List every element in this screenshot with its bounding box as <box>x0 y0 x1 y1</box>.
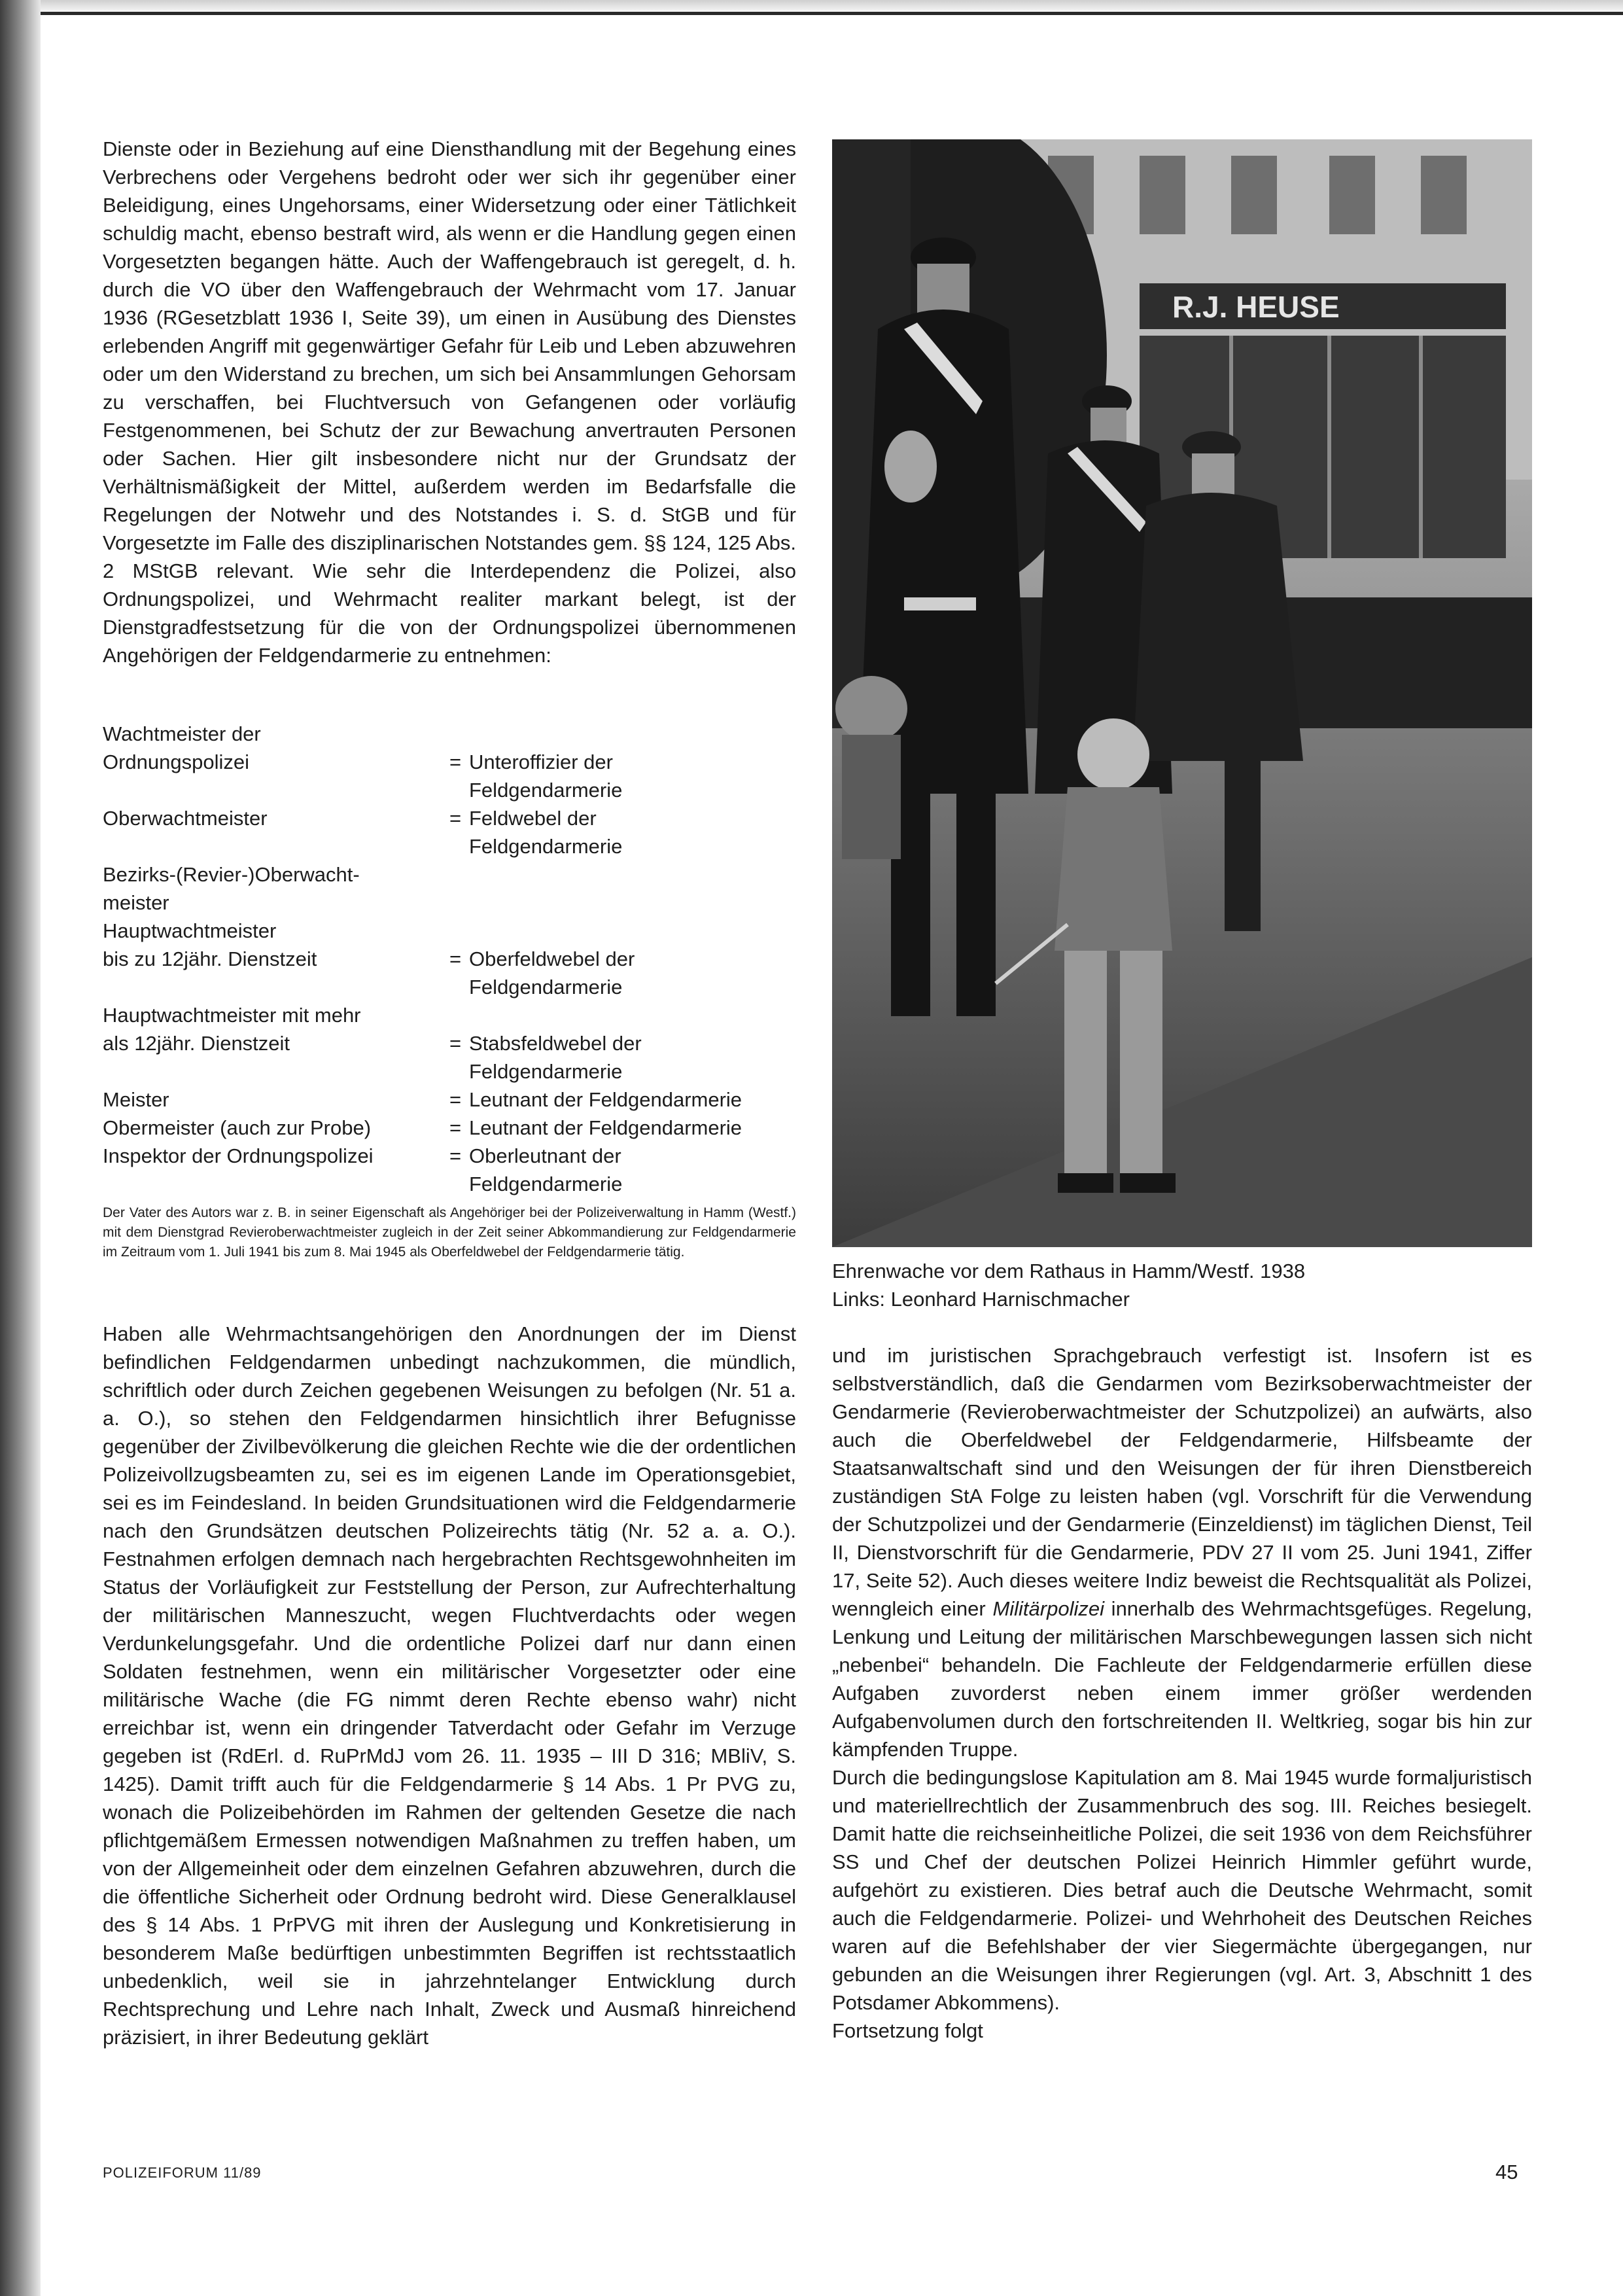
rank-table-row <box>103 748 803 776</box>
rank-left-cell: Ordnungspolizei <box>103 751 250 773</box>
rank-right-cell: Unteroffizier der <box>469 751 613 773</box>
rank-table-row <box>103 889 803 917</box>
rank-equals-cell <box>449 917 469 945</box>
article-intro-paragraph <box>103 135 796 669</box>
rank-left-cell: Oberwachtmeister <box>103 807 268 830</box>
right-paragraph-1-after: innerhalb des Wehrmachtsgefüges. Regelung, Lenkung und Leitung der militärischen Marschbewegungen lassen sich nicht „nebenbei“ behandeln. Die Fachleute der Feldgendarmerie erfüllen diese Aufgaben zuvorderst neben einem immer größer werdenden Aufgabenvolumen durch den fortschreitenden II. Weltkrieg, sogar bis hin zur kämpfenden Truppe. <box>832 1597 1532 1761</box>
rank-equals-cell <box>449 832 469 860</box>
rank-equivalence-table <box>103 720 803 1198</box>
photo-ehrenwache-svg <box>832 139 1532 1247</box>
rank-left-cell: meister <box>103 891 169 914</box>
rank-table-row <box>103 720 803 748</box>
rank-table-row <box>103 832 803 860</box>
rank-right-cell: Feldgendarmerie <box>469 1173 623 1195</box>
rank-equals-cell <box>449 860 469 889</box>
page-number: 45 <box>1495 2161 1518 2183</box>
rank-equals-cell: = <box>449 1116 462 1139</box>
rank-equals-cell <box>449 889 469 917</box>
rank-left-cell: als 12jähr. Dienstzeit <box>103 1032 290 1055</box>
intro-paragraph-text: Dienste oder in Beziehung auf eine Diensthandlung mit der Begehung eines Verbrechens oder Vergehens bedroht oder wer sich ihr gegenüber einer Beleidigung, eines Ungehorsams, einer Widersetzung oder einer Tätlichkeit schuldig macht, ebenso bestraft wird, als wenn er die Handlung gegen einen Vorgesetzten begangen hätte. Auch der Waffengebrauch ist geregelt, d. h. durch die VO über den Waffengebrauch der Wehrmacht vom 17. Januar 1936 (RGesetzblatt 1936 I, Seite 39), um einen in Ausübung des Dienstes erlebenden Angriff mit gegenwärtiger Gefahr für Leib und Leben abzuwehren oder um den Widerstand zu brechen, um sich bei Ansammlungen Gehorsam zu verschaffen, bei Fluchtversuch von Gefangenen oder vorläufig Festgenommenen, bei Schutz der zur Bewachung anvertrauten Personen oder Sachen. Hier gilt insbesondere nicht nur der Grundsatz der Verhältnismäßigkeit der Mittel, außerdem werden im Bedarfsfalle die Regelungen der Notwehr und des Notstandes i. S. d. StGB und für Vorgesetzte im Falle des disziplinarischen Notstandes gem. §§ 124, 125 Abs. 2 MStGB relevant. Wie sehr die Interdependenz die Polizei, also Ordnungspolizei, und Wehrmacht realiter markant belegt, ist der Dienstgradfestsetzung für die von der Ordnungspolizei übernommenen Angehörigen der Feldgendarmerie zu entnehmen: <box>103 137 796 667</box>
rank-left-cell <box>103 832 449 860</box>
rank-left-cell: Inspektor der Ordnungspolizei <box>103 1144 374 1167</box>
right-paragraph-1-italic: Militärpolizei <box>992 1597 1104 1620</box>
rank-left-cell: Obermeister (auch zur Probe) <box>103 1116 372 1139</box>
rank-right-cell: Feldwebel der <box>469 807 597 830</box>
footnote: Der Vater des Autors war z. B. in seiner Eigenschaft als Angehöriger bei der Polizeiverwaltung in Hamm (Westf.) mit dem Dienstgrad Revieroberwachtmeister zugleich in der Zeit seiner Abkommandierung zur Feldgendarmerie im Zeitraum vom 1. Juli 1941 bis zum 8. Mai 1945 als Oberfeldwebel der Feldgendarmerie tätig. <box>103 1205 796 1260</box>
rank-left-cell: Wachtmeister der <box>103 722 261 745</box>
footer-publication: POLIZEIFORUM 11/89 <box>103 2164 262 2181</box>
rank-table-row <box>103 860 803 889</box>
rank-table-row <box>103 1114 803 1142</box>
photo-caption <box>832 1257 1532 1313</box>
rank-right-cell: Oberfeldwebel der <box>469 947 635 970</box>
rank-table-row <box>103 1142 803 1170</box>
right-paragraph-1-before: und im juristischen Sprachgebrauch verfestigt ist. Insofern ist es selbstverständlich, daß die Gendarmen vom Bezirksoberwachtmeister der Gendarmerie (Revieroberwachtmeister der Schutzpolizei) an aufwärts, also auch die Oberfeldwebel der Feldgendarmerie, Hilfsbeamte der Staatsanwaltschaft sind und den Weisungen der für ihren Dienstbereich zuständigen StA Folge zu leisten haben (vgl. Vorschrift für die Verwendung der Schutzpolizei und der Gendarmerie (Einzeldienst) im täglichen Dienst, Teil II, Dienstvorschrift für die Gendarmerie, PDV 27 II vom 25. Juni 1941, Ziffer 17, Seite 52). Auch dieses weitere Indiz beweist die Rechtsqualität als Polizei, wenngleich einer <box>832 1344 1532 1620</box>
rank-right-cell: Leutnant der Feldgendarmerie <box>469 1088 742 1111</box>
rank-equals-cell: = <box>449 947 462 970</box>
rank-equals-cell <box>449 720 469 748</box>
rank-left-cell <box>103 973 449 1001</box>
rank-equals-cell: = <box>449 1144 462 1167</box>
rank-equals-cell <box>449 1057 469 1086</box>
caption-line-1: Ehrenwache vor dem Rathaus in Hamm/Westf. 1938 <box>832 1260 1306 1282</box>
rank-right-cell: Feldgendarmerie <box>469 976 623 998</box>
rank-table-row <box>103 917 803 945</box>
rank-left-cell: Bezirks-(Revier-)Oberwacht- <box>103 863 360 886</box>
article-right-bottom-column <box>832 1341 1532 2045</box>
rank-right-cell: Feldgendarmerie <box>469 1060 623 1083</box>
rank-table-row <box>103 1029 803 1057</box>
rank-equals-cell: = <box>449 1032 462 1055</box>
storefront-sign: R.J. HEUSE <box>1172 290 1340 324</box>
continuation-note: Fortsetzung folgt <box>832 2019 983 2042</box>
rank-left-cell: Meister <box>103 1088 169 1111</box>
rank-left-cell <box>103 1057 449 1086</box>
rank-table-row <box>103 1086 803 1114</box>
historical-photo <box>832 139 1532 1247</box>
rank-right-cell: Oberleutnant der <box>469 1144 621 1167</box>
rank-left-cell <box>103 776 449 804</box>
rank-equals-cell: = <box>449 1088 462 1111</box>
rank-table-row <box>103 1057 803 1086</box>
rank-right-cell: Feldgendarmerie <box>469 779 623 802</box>
left-bottom-paragraph: Haben alle Wehrmachtsangehörigen den Anordnungen der im Dienst befindlichen Feldgendarmen unbedingt nachzukommen, die mündlich, schriftlich oder durch Zeichen gegebenen Weisungen zu befolgen (Nr. 51 a. a. O.), so stehen den Feldgendarmen hinsichtlich ihrer Befugnisse gegenüber der Zivilbevölkerung die gleichen Rechte wie die der ordentlichen Polizeivollzugsbeamten zu, sei es im eigenen Lande im Operationsgebiet, sei es im Feindesland. In beiden Grundsituationen wird die Feldgendarmerie nach den Grundsätzen deutschen Polizeirechts tätig (Nr. 52 a. a. O.). Festnahmen erfolgen demnach nach hergebrachten Rechtsgewohnheiten im Status der Vorläufigkeit zur Feststellung der Person, zur Aufrechterhaltung der militärischen Manneszucht, wegen Fluchtverdachts oder wegen Verdunkelungsgefahr. Und die ordentliche Polizei darf nur dann einen Soldaten festnehmen, wenn ein militärischer Vorgesetzter oder eine militärische Wache (die FG nimmt deren Rechte ebenso wahr) nicht erreichbar ist, wenn ein dringender Tatverdacht oder Gefahr im Verzuge gegeben ist (RdErl. d. RuPrMdJ vom 26. 11. 1935 – III D 316; MBliV, S. 1425). Damit trifft auch für die Feldgendarmerie § 14 Abs. 1 Pr PVG zu, wonach die Polizeibehörden im Rahmen der geltenden Gesetze die nach pflichtgemäßem Ermessen notwendigen Maßnahmen zu treffen haben, um von der Allgemeinheit oder dem einzelnen Gefahren abzuwehren, durch die die öffentliche Sicherheit oder Ordnung bedroht wird. Diese Generalklausel des § 14 Abs. 1 PrPVG mit ihren der Auslegung und Konkretisierung in besonderem Maße bedürftigen unbestimmten Begriffen ist rechtsstaatlich unbedenklich, weil sie in jahrzehntelanger Entwicklung durch Rechtsprechung und Lehre nach Inhalt, Zweck und Ausmaß hinreichend präzisiert, in ihrer Bedeutung geklärt <box>103 1322 796 2049</box>
rank-right-cell: Feldgendarmerie <box>469 835 623 858</box>
rank-table-row <box>103 1170 803 1198</box>
rank-equals-cell <box>449 776 469 804</box>
rank-left-cell: bis zu 12jähr. Dienstzeit <box>103 947 317 970</box>
rank-left-cell: Hauptwachtmeister mit mehr <box>103 1004 361 1027</box>
rank-right-cell <box>469 860 803 889</box>
rank-equals-cell <box>449 1170 469 1198</box>
rank-table-row <box>103 973 803 1001</box>
right-paragraph-1 <box>832 1341 1532 1763</box>
scan-top-rule <box>41 12 1623 15</box>
right-paragraph-2: Durch die bedingungslose Kapitulation am 8. Mai 1945 wurde formaljuristisch und materiellrechtlich der Zusammenbruch des sog. III. Reiches besiegelt. Damit hatte die reichseinheitliche Polizei, die seit 1936 von dem Reichsführer SS und Chef der deutschen Polizei Heinrich Himmler geführt wurde, aufgehört zu existieren. Dies betraf auch die Deutsche Wehrmacht, somit auch die Feldgendarmerie. Polizei- und Wehrhoheit des Deutschen Reiches waren auf die Befehlshaber der vier Siegermächte übergegangen, nur gebunden an die Weisungen ihrer Regierungen (vgl. Art. 3, Abschnitt 1 des Potsdamer Abkommens). <box>832 1766 1532 2014</box>
rank-table-row <box>103 1001 803 1029</box>
rank-right-cell <box>469 889 803 917</box>
rank-right-cell <box>469 917 803 945</box>
article-left-bottom-column <box>103 1320 796 2051</box>
rank-equals-cell <box>449 1001 469 1029</box>
rank-equals-cell <box>449 973 469 1001</box>
rank-equals-cell: = <box>449 807 462 830</box>
rank-left-cell <box>103 1170 449 1198</box>
rank-right-cell <box>469 720 803 748</box>
rank-table-row <box>103 804 803 832</box>
rank-equals-cell: = <box>449 751 462 773</box>
rank-right-cell <box>469 1001 803 1029</box>
caption-line-2: Links: Leonhard Harnischmacher <box>832 1288 1130 1311</box>
rank-right-cell: Stabsfeldwebel der <box>469 1032 642 1055</box>
rank-table-row <box>103 776 803 804</box>
scan-binding-shadow <box>0 0 41 2296</box>
rank-left-cell: Hauptwachtmeister <box>103 919 277 942</box>
rank-right-cell: Leutnant der Feldgendarmerie <box>469 1116 742 1139</box>
rank-table-row <box>103 945 803 973</box>
